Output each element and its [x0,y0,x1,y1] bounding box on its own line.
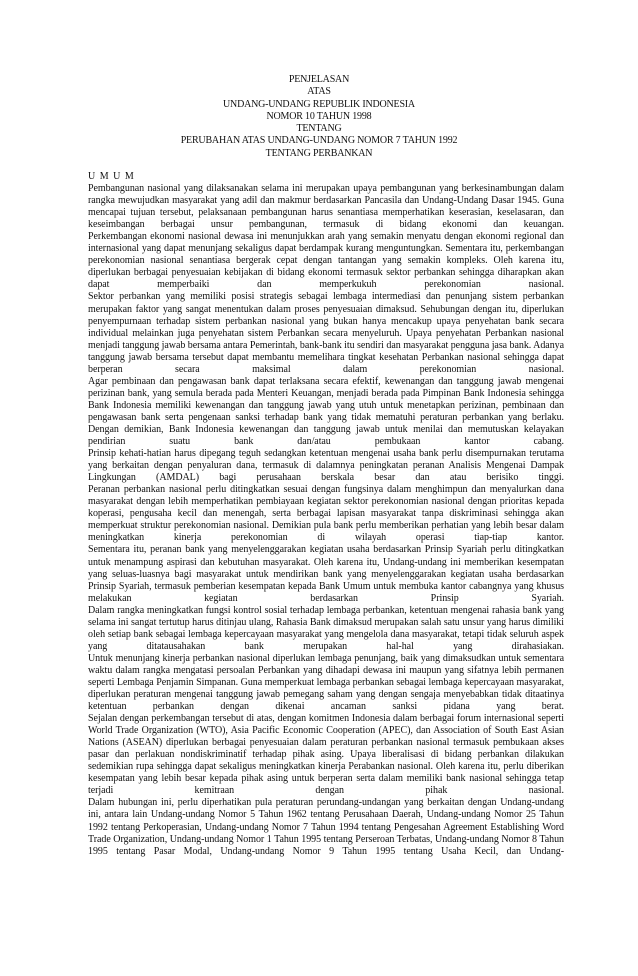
section-title: U M U M [88,171,135,182]
paragraph: Prinsip kehati-hatian harus dipegang teguh sedangkan ketentuan mengenai usaha bank perlu disempurnakan terutama yang berkaitan dengan penyaluran dana, termasuk di dalamnya peningkatan peranan Analisis Mengenai Dampak Lingkungan (AMDAL) bagi perusahaan berskala besar dan atau berisiko tinggi. [88,448,564,484]
paragraph: Agar pembinaan dan pengawasan bank dapat terlaksana secara efektif, kewenangan dan tanggung jawab mengenai perizinan bank, yang semula berada pada Menteri Keuangan, menjadi berada pada Pimpinan Bank Indonesia sehingga Bank Indonesia memiliki kewenangan dan tanggung jawab yang utuh untuk menetapkan perizinan, pembinaan dan pengawasan bank serta pengenaan sanksi terhadap bank yang tidak mematuhi peraturan perbankan yang berlaku. Dengan demikian, Bank Indonesia kewenangan dan tanggung jawab untuk menilai dan memutuskan kelayakan pendirian suatu bank dan/atau pembukaan kantor cabang. [88,375,564,448]
header-line: TENTANG [296,123,342,135]
header-line: UNDANG-UNDANG REPUBLIK INDONESIA [223,98,415,110]
paragraph: Peranan perbankan nasional perlu ditingkatkan sesuai dengan fungsinya dalam menghimpun dan menyalurkan dana masyarakat dengan lebih memperhatikan pembiayaan kegiatan sektor perekonomian nasional dengan prioritas kepada koperasi, pengusaha kecil dan menengah, serta berbagai lapisan masyarakat tanpa diskriminasi sehingga akan memperkuat struktur perekonomian nasional. Demikian pula bank perlu memberikan perhatian yang lebih besar dalam meningkatkan kinerja perekonomian di wilayah operasi tiap-tiap kantor. [88,484,564,544]
paragraph: Sejalan dengan perkembangan tersebut di atas, dengan komitmen Indonesia dalam berbagai forum internasional seperti World Trade Organization (WTO), Asia Pacific Economic Cooperation (APEC), dan Association of South East Asian Nations (ASEAN) diperlukan berbagai penyesuaian dalam peraturan perbankan nasional termasuk pembukaan akses pasar dan perlakuan nondiskriminatif terhadap pihak asing. Upaya liberalisasi di bidang perbankan dilakukan sedemikian rupa sehingga dapat sekaligus meningkatkan kinerja Perabankan nasional. Oleh karena itu, perlu diberikan kesempatan yang lebih besar kepada pihak asing untuk berperan serta dalam memiliki bank nasional sehingga tetap terjadi kemitraan dengan pihak nasional. [88,713,564,797]
paragraph: Dalam rangka meningkatkan fungsi kontrol sosial terhadap lembaga perbankan, ketentuan mengenai rahasia bank yang selama ini sangat tertutup harus ditinjau ulang, Rahasia Bank dimaksud merupakan salah satu unsur yang harus dimiliki oleh setiap bank sebagai lembaga kepercayaan masyarakat yang mengelola dana masyarakat, tetapi tidak seluruh aspek yang ditatausahakan bank merupakan hal-hal yang dirahasiakan. [88,604,564,652]
paragraph: Untuk menunjang kinerja perbankan nasional diperlukan lembaga penunjang, baik yang dimaksudkan untuk sementara waktu dalam rangka mengatasi persoalan Perbankan yang dihadapi dewasa ini maupun yang sifatnya lebih permanen seperti Lembaga Penjamin Simpanan. Guna memperkuat lembaga perbankan sebagai lembaga kepercayaan masyarakat, diperlukan peraturan mengenai tanggung jawab pemegang saham yang dengan sengaja menyebabkan tidak ditaatinya ketentuan perbankan dengan dikenai ancaman sanksi pidana yang berat. [88,652,564,713]
header-line: PENJELASAN [288,74,350,85]
header-line: ATAS [307,86,331,98]
paragraph: Pembangunan nasional yang dilaksanakan selama ini merupakan upaya pembangunan yang berkesinambungan dalam rangka mewujudkan masyarakat yang adil dan makmur berdasarkan Pancasila dan Undang-Undang Dasar 1945. Guna mencapai tujuan tersebut, pelaksanaan pembangunan harus senantiasa memperhatikan keserasian, keselasaran, dan keseimbangan berbagai unsur pembangunan, termasuk di bidang ekonomi dan keuangan. [88,183,564,231]
header-line: PERUBAHAN ATAS UNDANG-UNDANG NOMOR 7 TAHUN 1992 [180,135,458,147]
header-line: NOMOR 10 TAHUN 1998 [266,110,372,122]
paragraph: Dalam hubungan ini, perlu diperhatikan pula peraturan perundang-undangan yang berkaitan dengan Undang-undang ini, antara lain Undang-undang Nomor 5 Tahun 1962 tentang Perusahaan Daerah, Undang-undang Nomor 25 Tahun 1992 tentang Perkoperasian, Undang-undang Nomor 7 Tahun 1994 tentang Pengesahan Agreement Establishing Word Trade Organization, Undang-undang Nomor 1 Tahun 1995 tentang Perseroan Terbatas, Undang-undang Nomor 8 Tahun 1995 tentang Pasar Modal, Undang-undang Nomor 9 Tahun 1995 tentang Usaha Kecil, dan Undang- [88,797,564,857]
header-line: TENTANG PERBANKAN [265,147,373,159]
document-body [88,171,564,858]
paragraph: Perkembangan ekonomi nasional dewasa ini menunjukkan arah yang semakin menyatu dengan ekonomi regional dan internasional yang dapat menunjang sekaligus dapat berdampak kurang menguntungkan. Sementara itu, perkembangan perekonomian nasional senantiasa bergerak cepat dengan tantangan yang semakin kompleks. Oleh karena itu, diperlukan berbagai penyesuaian kebijakan di bidang ekonomi termasuk sektor perbankan sehingga diharapkan akan dapat memperbaiki dan memperkukuh perekonomian nasional. [88,231,564,291]
paragraph: Sementara itu, peranan bank yang menyelenggarakan kegiatan usaha berdasarkan Prinsip Syariah perlu ditingkatkan untuk menampung aspirasi dan kebutuhan masyarakat. Oleh karena itu, Undang-undang ini memberikan kesempatan yang seluas-luasnya bagi masyarakat untuk mendirikan bank yang menyelenggarakan kegiatan usaha berdasarkan Prinsip Syariah, termasuk pemberian kesempatan kepada Bank Umum untuk membuka kantor cabangnya yang khusus melakukan kegiatan berdasarkan Prinsip Syariah. [88,544,564,604]
document-header [0,74,638,160]
paragraph: Sektor perbankan yang memiliki posisi strategis sebagai lembaga intermediasi dan penunjang sistem perbankan merupakan faktor yang sangat menentukan dalam proses penyesuaian dimaksud. Sehubungan dengan itu, diperlukan penyempurnaan terhadap sistem perbankan nasional yang bukan hanya mencakup upaya penyehatan bank secara individual melainkan juga penyehatan sistem Perbankan secara menyeluruh. Upaya penyehatan Perbankan nasional menjadi tanggung jawab bersama antara Pemerintah, bank-bank itu sendiri dan masyarakat pengguna jasa bank. Adanya tanggung jawab bersama tersebut dapat membantu memelihara tingkat kesehatan Perbankan nasional sehingga dapat berperan secara maksimal dalam perekonomian nasional. [88,291,564,375]
